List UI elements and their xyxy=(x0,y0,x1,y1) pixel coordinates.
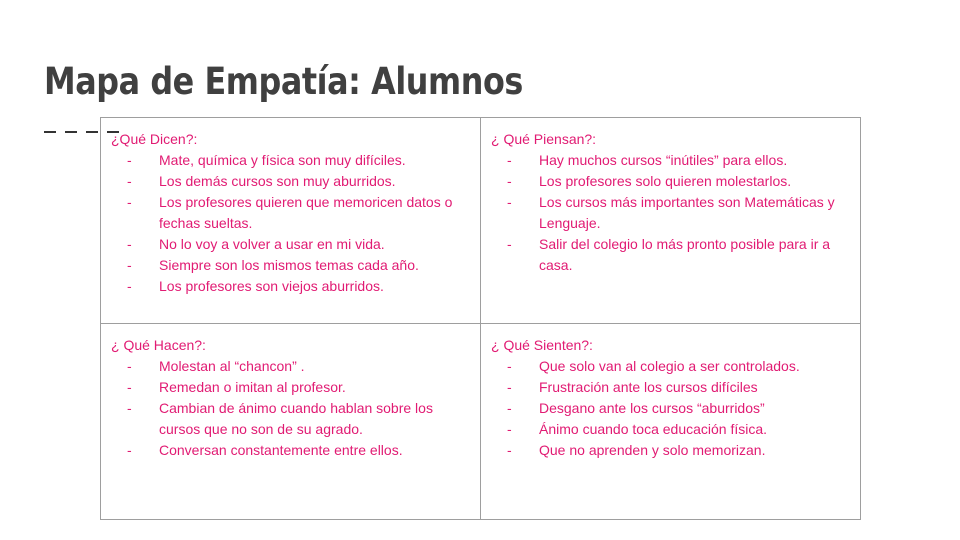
quadrant-title: ¿ Qué Piensan?: xyxy=(491,131,597,147)
bullet-dash: - xyxy=(127,152,132,168)
slide-title: Mapa de Empatía: Alumnos xyxy=(44,60,523,103)
list-item-text: Los profesores quieren que memoricen datos o fechas sueltas. xyxy=(159,194,453,231)
quadrant-list xyxy=(111,150,470,297)
bullet-dash: - xyxy=(507,358,512,374)
bullet-dash: - xyxy=(127,173,132,189)
quadrant-title: ¿Qué Dicen?: xyxy=(111,131,198,147)
list-item xyxy=(491,440,850,461)
list-item-text: Cambian de ánimo cuando hablan sobre los cursos que no son de su agrado. xyxy=(159,400,433,437)
bullet-dash: - xyxy=(507,442,512,458)
quadrant-title: ¿ Qué Sienten?: xyxy=(491,337,593,353)
list-item-text: Los cursos más importantes son Matemáticas y Lenguaje. xyxy=(539,194,835,231)
bullet-dash: - xyxy=(127,400,132,416)
bullet-dash: - xyxy=(127,358,132,374)
bullet-dash: - xyxy=(507,400,512,416)
list-item-text: Que solo van al colegio a ser controlados. xyxy=(539,358,800,374)
bullet-dash: - xyxy=(507,152,512,168)
bullet-dash: - xyxy=(127,194,132,210)
list-item-text: Frustración ante los cursos difíciles xyxy=(539,379,758,395)
list-item xyxy=(491,419,850,440)
list-item-text: Que no aprenden y solo memorizan. xyxy=(539,442,766,458)
list-item xyxy=(111,276,470,297)
bullet-dash: - xyxy=(507,194,512,210)
list-item-text: Desgano ante los cursos “aburridos” xyxy=(539,400,765,416)
bullet-dash: - xyxy=(127,257,132,273)
list-item-text: Conversan constantemente entre ellos. xyxy=(159,442,403,458)
list-item xyxy=(491,356,850,377)
table-row xyxy=(101,324,861,520)
list-item-text: Salir del colegio lo más pronto posible para ir a casa. xyxy=(539,236,831,273)
list-item-text: Ánimo cuando toca educación física. xyxy=(539,421,768,437)
list-item xyxy=(111,192,470,234)
list-item-text: Mate, química y física son muy difíciles. xyxy=(159,152,406,168)
dash xyxy=(65,131,77,133)
bullet-dash: - xyxy=(507,173,512,189)
bullet-dash: - xyxy=(127,236,132,252)
quadrant-dicen xyxy=(101,118,481,324)
list-item-text: Los demás cursos son muy aburridos. xyxy=(159,173,396,189)
quadrant-list xyxy=(491,356,850,461)
list-item xyxy=(491,377,850,398)
list-item xyxy=(111,440,470,461)
dash xyxy=(44,131,56,133)
list-item xyxy=(111,356,470,377)
bullet-dash: - xyxy=(507,236,512,252)
list-item xyxy=(111,377,470,398)
list-item xyxy=(111,171,470,192)
list-item-text: Molestan al “chancon” . xyxy=(159,358,305,374)
table-row xyxy=(101,118,861,324)
list-item-text: Remedan o imitan al profesor. xyxy=(159,379,346,395)
list-item xyxy=(111,234,470,255)
bullet-dash: - xyxy=(507,379,512,395)
quadrant-hacen xyxy=(101,324,481,520)
list-item-text: Siempre son los mismos temas cada año. xyxy=(159,257,419,273)
bullet-dash: - xyxy=(127,379,132,395)
list-item xyxy=(111,398,470,440)
list-item-text: Hay muchos cursos “inútiles” para ellos. xyxy=(539,152,788,168)
empathy-map-table xyxy=(100,117,861,520)
list-item xyxy=(491,234,850,276)
bullet-dash: - xyxy=(127,442,132,458)
list-item-text: Los profesores solo quieren molestarlos. xyxy=(539,173,792,189)
quadrant-piensan xyxy=(481,118,861,324)
bullet-dash: - xyxy=(507,421,512,437)
quadrant-list xyxy=(491,150,850,276)
list-item xyxy=(111,255,470,276)
quadrant-title: ¿ Qué Hacen?: xyxy=(111,337,206,353)
list-item-text: No lo voy a volver a usar en mi vida. xyxy=(159,236,385,252)
list-item-text: Los profesores son viejos aburridos. xyxy=(159,278,384,294)
list-item xyxy=(491,398,850,419)
bullet-dash: - xyxy=(127,278,132,294)
list-item xyxy=(491,192,850,234)
dash xyxy=(86,131,98,133)
list-item xyxy=(491,171,850,192)
list-item xyxy=(491,150,850,171)
quadrant-sienten xyxy=(481,324,861,520)
list-item xyxy=(111,150,470,171)
quadrant-list xyxy=(111,356,470,461)
